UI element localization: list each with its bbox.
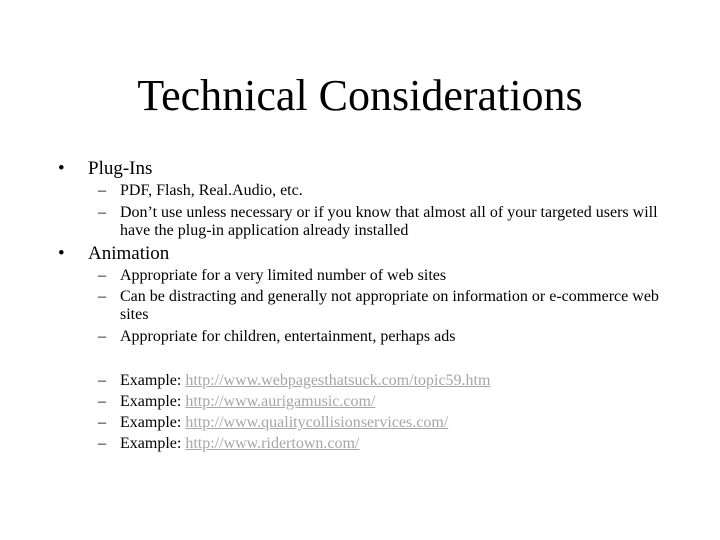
example-link[interactable]: http://www.webpagesthatsuck.com/topic59.htm [185,372,491,389]
bullet-heading: Plug-Ins [88,158,153,179]
example-link[interactable]: http://www.aurigamusic.com/ [185,393,376,410]
dash-icon: – [98,288,106,305]
example-link[interactable]: http://www.ridertown.com/ [185,435,360,452]
sub-item-text: Appropriate for children, entertainment, perhaps ads [120,328,456,345]
sub-item-text: Can be distracting and generally not appropriate on information or e-commerce web sites [120,288,659,323]
bullet-heading: Animation [88,243,170,264]
slide-title: Technical Considerations [137,71,583,120]
dash-icon: – [98,204,106,221]
dash-icon: – [98,372,106,389]
sub-item-text: Appropriate for a very limited number of web sites [120,267,447,284]
bullet-icon: • [58,243,65,264]
example-label: Example: [120,414,182,431]
example-label: Example: [120,435,182,452]
example-link[interactable]: http://www.qualitycollisionservices.com/ [185,414,449,431]
sub-item-text: Don’t use unless necessary or if you know that almost all of your targeted users will have the plug-in application already installed [120,204,658,239]
dash-icon: – [98,182,106,199]
dash-icon: – [98,435,106,452]
example-label: Example: [120,372,182,389]
dash-icon: – [98,414,106,431]
dash-icon: – [98,267,106,284]
dash-icon: – [98,328,106,345]
dash-icon: – [98,393,106,410]
example-label: Example: [120,393,182,410]
bullet-icon: • [58,158,65,179]
sub-item-text: PDF, Flash, Real.Audio, etc. [120,182,303,199]
